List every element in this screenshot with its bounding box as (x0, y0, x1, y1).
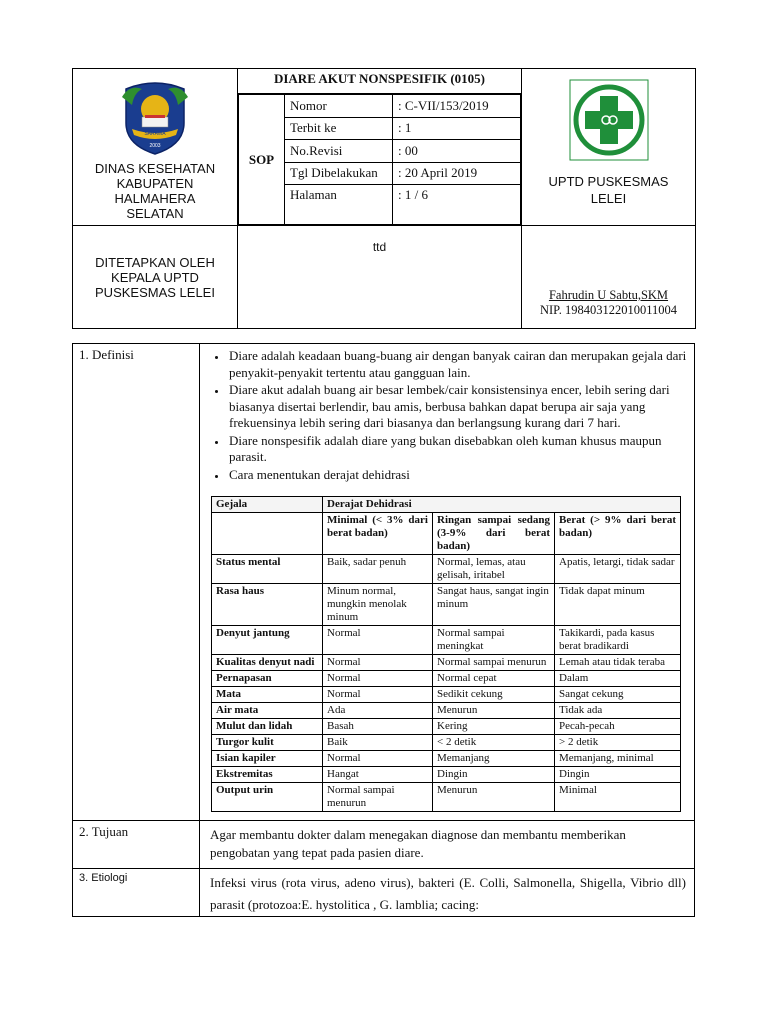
meta-value: : 00 (393, 140, 521, 163)
value-cell-ringan: Normal sampai meningkat (433, 626, 555, 655)
table-row (212, 751, 681, 767)
signer-name: Fahrudin U Sabtu,SKM (548, 288, 669, 302)
table-row (212, 703, 681, 719)
level-header: Berat (> 9% dari berat badan) (555, 513, 681, 555)
agency-line: DINAS KESEHATAN (94, 161, 216, 176)
symptom-cell: Output urin (212, 783, 323, 812)
value-cell-minimal: Normal (323, 687, 433, 703)
symptom-cell: Denyut jantung (212, 626, 323, 655)
value-cell-minimal: Minum normal, mungkin menolak minum (323, 584, 433, 626)
value-cell-berat: Tidak dapat minum (555, 584, 681, 626)
col-header-gejala: Gejala (212, 497, 323, 513)
sop-header (72, 68, 696, 329)
facility-line: UPTD PUSKESMAS (548, 174, 669, 189)
symptom-cell: Air mata (212, 703, 323, 719)
section-label-definisi: 1. Definisi (73, 344, 200, 821)
agency-line: KABUPATEN (116, 176, 194, 191)
symptom-cell: Isian kapiler (212, 751, 323, 767)
value-cell-berat: Pecah-pecah (555, 719, 681, 735)
value-cell-berat: Tidak ada (555, 703, 681, 719)
sop-meta-table (238, 94, 521, 225)
dehydration-table (211, 496, 681, 812)
value-cell-minimal: Normal (323, 751, 433, 767)
sop-title: DIARE AKUT NONSPESIFIK (0105) (238, 69, 521, 94)
logo-text: SARAWA (144, 131, 166, 137)
value-cell-ringan: Memanjang (433, 751, 555, 767)
halmahera-selatan-logo (120, 79, 190, 155)
value-cell-berat: Lemah atau tidak teraba (555, 655, 681, 671)
facility-cell (522, 69, 696, 226)
table-row (212, 783, 681, 812)
value-cell-berat: Sangat cekung (555, 687, 681, 703)
table-row (212, 655, 681, 671)
signer-nip: NIP. 198403122010011004 (539, 303, 678, 317)
symptom-cell: Kualitas denyut nadi (212, 655, 323, 671)
value-cell-minimal: Basah (323, 719, 433, 735)
value-cell-minimal: Normal (323, 655, 433, 671)
meta-label: No.Revisi (285, 140, 393, 163)
value-cell-ringan: Normal, lemas, atau gelisah, iritabel (433, 555, 555, 584)
value-cell-ringan: Sedikit cekung (433, 687, 555, 703)
symptom-cell: Pernapasan (212, 671, 323, 687)
meta-label: Halaman (285, 185, 393, 225)
value-cell-minimal: Normal (323, 626, 433, 655)
signature-space: ttd (238, 226, 522, 329)
facility-name (522, 173, 695, 207)
approval-label (73, 226, 238, 329)
definition-item: • Diare adalah keadaan buang-buang air dengan banyak cairan dan merupakan gejala dari penyakit-penyakit tertentu atau gangguan lain. (227, 348, 688, 381)
symptom-cell: Status mental (212, 555, 323, 584)
value-cell-ringan: Menurun (433, 783, 555, 812)
symptom-cell: Mata (212, 687, 323, 703)
table-row (212, 719, 681, 735)
table-row (212, 626, 681, 655)
value-cell-ringan: Dingin (433, 767, 555, 783)
dehydration-rows (212, 555, 681, 812)
value-cell-ringan: Sangat haus, sangat ingin minum (433, 584, 555, 626)
definition-item: • Cara menentukan derajat dehidrasi (227, 467, 688, 484)
table-row (212, 687, 681, 703)
empty-header-cell (212, 513, 323, 555)
value-cell-ringan: Menurun (433, 703, 555, 719)
agency-name (73, 161, 237, 221)
value-cell-berat: Apatis, letargi, tidak sadar (555, 555, 681, 584)
value-cell-minimal: Normal (323, 671, 433, 687)
symptom-cell: Turgor kulit (212, 735, 323, 751)
agency-line: SELATAN (126, 206, 184, 221)
facility-line: LELEI (590, 191, 627, 206)
logo-year: 2003 (149, 143, 161, 149)
table-row (212, 735, 681, 751)
value-cell-berat: Memanjang, minimal (555, 751, 681, 767)
table-row (212, 584, 681, 626)
meta-label: Terbit ke (285, 117, 393, 140)
section-label-tujuan: 2. Tujuan (73, 821, 200, 869)
definition-item: • Diare nonspesifik adalah diare yang bukan disebabkan oleh kuman khusus maupun parasit. (227, 433, 688, 466)
level-header: Minimal (< 3% dari berat badan) (323, 513, 433, 555)
value-cell-minimal: Baik (323, 735, 433, 751)
value-cell-minimal: Baik, sadar penuh (323, 555, 433, 584)
table-row (212, 555, 681, 584)
value-cell-minimal: Normal sampai menurun (323, 783, 433, 812)
col-header-derajat: Derajat Dehidrasi (323, 497, 681, 513)
sop-body (72, 343, 695, 917)
section-content-definisi (200, 344, 695, 821)
definition-list (204, 348, 688, 483)
table-row (212, 767, 681, 783)
value-cell-ringan: Kering (433, 719, 555, 735)
meta-value: : 1 / 6 (393, 185, 521, 225)
signer-cell (522, 226, 696, 329)
value-cell-ringan: < 2 detik (433, 735, 555, 751)
value-cell-ringan: Normal cepat (433, 671, 555, 687)
value-cell-minimal: Ada (323, 703, 433, 719)
level-header: Ringan sampai sedang (3-9% dari berat badan) (433, 513, 555, 555)
definition-item: • Diare akut adalah buang air besar lembek/cair konsistensinya encer, lebih sering dari biasanya disertai berlendir, bau amis, berbusa bahkan dapat berupa air saja yang frekuensinya lebih sering dari biasanya dan berlangsung kurang dari 7 hari. (227, 382, 688, 432)
section-content-etiologi: Infeksi virus (rota virus, adeno virus), bakteri (E. Colli, Salmonella, Shigella, Vibrio dll) parasit (protozoa:E. hystolitica , G. lamblia; cacing: (200, 869, 695, 917)
symptom-cell: Mulut dan lidah (212, 719, 323, 735)
symptom-cell: Ekstremitas (212, 767, 323, 783)
value-cell-berat: Dingin (555, 767, 681, 783)
sop-title-cell (238, 69, 522, 226)
section-content-tujuan: Agar membantu dokter dalam menegakan diagnose dan membantu memberikan pengobatan yang tepat pada pasien diare. (200, 821, 695, 869)
meta-value: : C-VII/153/2019 (393, 95, 521, 118)
approval-line: KEPALA UPTD (111, 269, 199, 285)
value-cell-berat: Dalam (555, 671, 681, 687)
meta-label: Nomor (285, 95, 393, 118)
section-label-etiologi: 3. Etiologi (73, 869, 200, 917)
meta-value: : 1 (393, 117, 521, 140)
value-cell-ringan: Normal sampai menurun (433, 655, 555, 671)
value-cell-berat: > 2 detik (555, 735, 681, 751)
meta-value: : 20 April 2019 (393, 162, 521, 185)
value-cell-berat: Takikardi, pada kasus berat bradikardi (555, 626, 681, 655)
value-cell-minimal: Hangat (323, 767, 433, 783)
agency-line: HALMAHERA (114, 191, 196, 206)
approval-line: PUSKESMAS LELEI (95, 284, 215, 300)
symptom-cell: Rasa haus (212, 584, 323, 626)
agency-cell (73, 69, 238, 226)
table-row (212, 671, 681, 687)
sop-label: SOP (239, 95, 285, 225)
approval-line: DITETAPKAN OLEH (95, 254, 215, 270)
meta-label: Tgl Dibelakukan (285, 162, 393, 185)
puskesmas-logo (569, 79, 649, 161)
value-cell-berat: Minimal (555, 783, 681, 812)
